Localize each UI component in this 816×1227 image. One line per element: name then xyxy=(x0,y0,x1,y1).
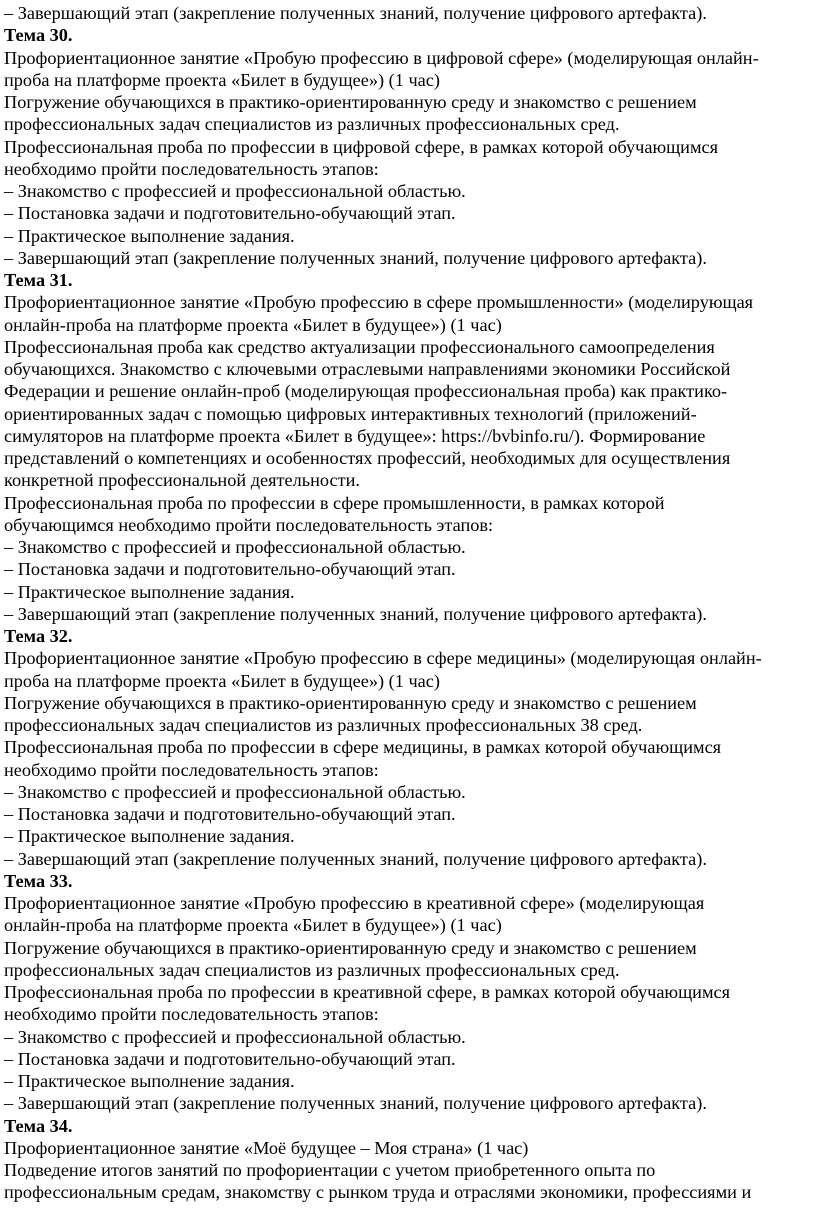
text-line: Профориентационное занятие «Моё будущее – Моя страна» (1 час) xyxy=(4,1137,529,1158)
text-line: профессиональным средам, знакомству с рынком труда и отраслями экономики, профессиями и xyxy=(4,1182,752,1203)
text-line: – Постановка задачи и подготовительно-обучающий этап. xyxy=(4,1048,456,1069)
text-line: профессиональных задач специалистов из различных профессиональных сред. xyxy=(4,959,620,980)
text-line: Профориентационное занятие «Пробую профессию в сфере промышленности» (моделирующая xyxy=(4,292,754,313)
text-line: онлайн-проба на платформе проекта «Билет в будущее») (1 час) xyxy=(4,915,502,936)
text-line: – Завершающий этап (закрепление полученных знаний, получение цифрового артефакта). xyxy=(4,603,707,624)
text-line: – Завершающий этап (закрепление полученных знаний, получение цифрового артефакта). xyxy=(4,848,707,869)
text-line: необходимо пройти последовательность этапов: xyxy=(4,759,379,780)
text-line: – Практическое выполнение задания. xyxy=(4,1071,295,1091)
text-line: Профессиональная проба по профессии в сфере медицины, в рамках которой обучающимся xyxy=(4,737,722,758)
text-line: Погружение обучающихся в практико-ориентированную среду и знакомство с решением xyxy=(4,92,697,112)
text-line: необходимо пройти последовательность этапов: xyxy=(4,158,379,179)
text-line: обучающихся. Знакомство с ключевыми отраслевыми направлениями экономики Российской xyxy=(4,359,731,379)
text-line: представлений о компетенциях и особенностях профессий, необходимых для осуществления xyxy=(4,448,731,468)
text-line: симуляторов на платформе проекта «Билет в будущее»: https://bvbinfo.ru/). Формирование xyxy=(4,425,706,446)
section-title: Тема 33. xyxy=(4,870,73,891)
text-line: – Практическое выполнение задания. xyxy=(4,225,295,246)
text-line: – Знакомство с профессией и профессиональной областью. xyxy=(4,537,466,557)
text-line: Погружение обучающихся в практико-ориентированную среду и знакомство с решением xyxy=(4,692,697,713)
section-title: Тема 32. xyxy=(4,626,73,646)
text-line: обучающимся необходимо пройти последовательность этапов: xyxy=(4,514,494,535)
text-line: – Знакомство с профессией и профессиональной областью. xyxy=(4,181,466,201)
text-line: – Постановка задачи и подготовительно-обучающий этап. xyxy=(4,804,456,824)
text-line: онлайн-проба на платформе проекта «Билет в будущее») (1 час) xyxy=(4,314,502,335)
text-line: – Завершающий этап (закрепление полученных знаний, получение цифрового артефакта). xyxy=(4,247,707,268)
text-line: конкретной профессиональной деятельности. xyxy=(4,470,360,491)
section-title: Тема 30. xyxy=(4,25,73,46)
text-line: ориентированных задач с помощью цифровых интерактивных технологий (приложений- xyxy=(4,403,697,424)
section-title: Тема 31. xyxy=(4,270,73,290)
text-line: Профессиональная проба по профессии в цифровой сфере, в рамках которой обучающимся xyxy=(4,136,719,157)
text-line: – Практическое выполнение задания. xyxy=(4,826,295,847)
text-line: Профориентационное занятие «Пробую профессию в цифровой сфере» (моделирующая онлайн- xyxy=(4,47,759,68)
text-line: Федерации и решение онлайн-проб (моделирующая профессиональная проба) как практико- xyxy=(4,381,728,402)
text-line: профессиональных задач специалистов из различных профессиональных 38 сред. xyxy=(4,715,643,735)
text-line: – Знакомство с профессией и профессиональной областью. xyxy=(4,781,466,802)
text-line: – Знакомство с профессией и профессиональной областью. xyxy=(4,1026,466,1047)
text-line: – Завершающий этап (закрепление полученных знаний, получение цифрового артефакта). xyxy=(4,1093,707,1114)
text-line: – Завершающий этап (закрепление полученных знаний, получение цифрового артефакта). xyxy=(4,3,707,23)
text-line: – Постановка задачи и подготовительно-обучающий этап. xyxy=(4,559,456,580)
text-line: Подведение итогов занятий по профориентации с учетом приобретенного опыта по xyxy=(4,1160,656,1180)
text-line: Профессиональная проба как средство актуализации профессионального самоопределения xyxy=(4,336,715,357)
text-line: Погружение обучающихся в практико-ориентированную среду и знакомство с решением xyxy=(4,937,697,958)
text-line: – Постановка задачи и подготовительно-обучающий этап. xyxy=(4,203,456,224)
section-title: Тема 34. xyxy=(4,1115,73,1136)
text-line: Профессиональная проба по профессии в креативной сфере, в рамках которой обучающимся xyxy=(4,982,731,1002)
text-line: – Практическое выполнение задания. xyxy=(4,581,295,602)
text-line: профессиональных задач специалистов из различных профессиональных сред. xyxy=(4,114,620,135)
text-line: Профессиональная проба по профессии в сфере промышленности, в рамках которой xyxy=(4,492,665,513)
text-line: Профориентационное занятие «Пробую профессию в сфере медицины» (моделирующая онлайн- xyxy=(4,648,762,669)
text-line: необходимо пройти последовательность этапов: xyxy=(4,1004,379,1025)
text-line: проба на платформе проекта «Билет в будущее») (1 час) xyxy=(4,69,440,90)
text-line: Профориентационное занятие «Пробую профессию в креативной сфере» (моделирующая xyxy=(4,893,705,913)
text-line: проба на платформе проекта «Билет в будущее») (1 час) xyxy=(4,670,440,691)
